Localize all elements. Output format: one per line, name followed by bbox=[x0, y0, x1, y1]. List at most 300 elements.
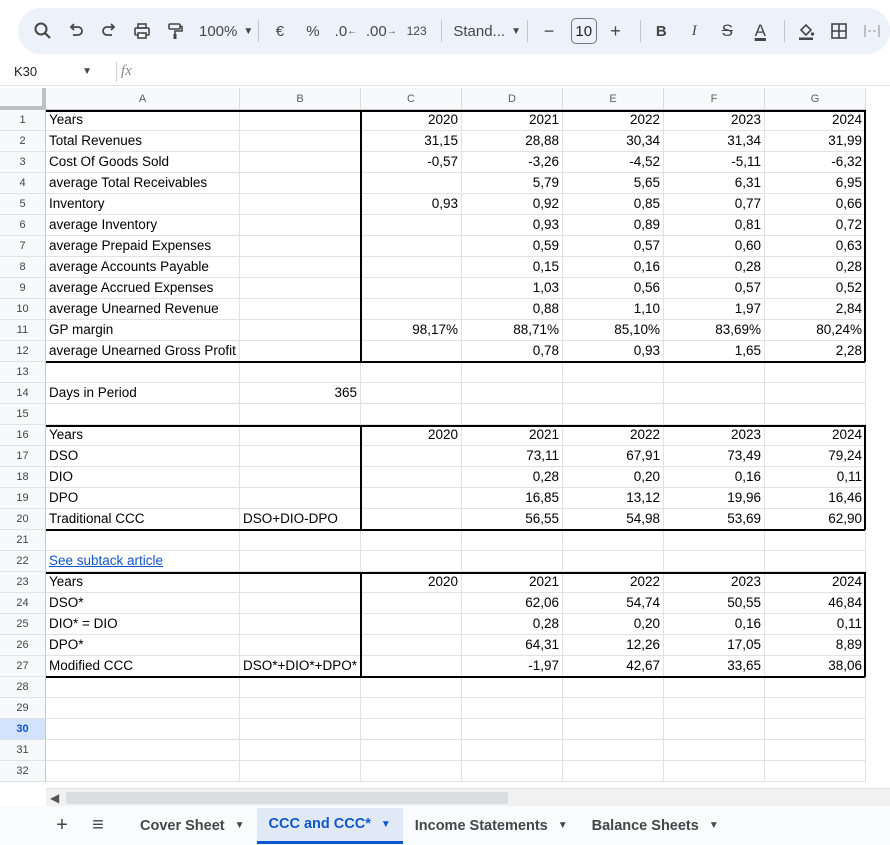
cell-e32[interactable] bbox=[563, 761, 664, 782]
cell-d23[interactable]: 2021 bbox=[462, 572, 563, 593]
cell-c25[interactable] bbox=[361, 614, 462, 635]
cell-f3[interactable]: -5,11 bbox=[664, 152, 765, 173]
cell-a21[interactable] bbox=[46, 530, 240, 551]
sheet-tab[interactable] bbox=[257, 808, 403, 844]
cell-f31[interactable] bbox=[664, 740, 765, 761]
cell-b32[interactable] bbox=[240, 761, 361, 782]
currency-format-button[interactable]: € bbox=[275, 22, 285, 40]
cell-e7[interactable]: 0,57 bbox=[563, 236, 664, 257]
cell-f23[interactable]: 2023 bbox=[664, 572, 765, 593]
cell-d30[interactable] bbox=[462, 719, 563, 740]
cell-b18[interactable] bbox=[240, 467, 361, 488]
cell-d18[interactable]: 0,28 bbox=[462, 467, 563, 488]
name-box[interactable] bbox=[0, 64, 100, 79]
cell-e29[interactable] bbox=[563, 698, 664, 719]
cell-c24[interactable] bbox=[361, 593, 462, 614]
cell-d6[interactable]: 0,93 bbox=[462, 215, 563, 236]
cell-d5[interactable]: 0,92 bbox=[462, 194, 563, 215]
cell-c26[interactable] bbox=[361, 635, 462, 656]
cell-b21[interactable] bbox=[240, 530, 361, 551]
cell-d19[interactable]: 16,85 bbox=[462, 488, 563, 509]
row-header-6[interactable]: 6 bbox=[0, 215, 46, 236]
cell-d1[interactable]: 2021 bbox=[462, 110, 563, 131]
print-icon[interactable] bbox=[127, 16, 157, 46]
cell-d10[interactable]: 0,88 bbox=[462, 299, 563, 320]
row-header-19[interactable]: 19 bbox=[0, 488, 46, 509]
cell-c16[interactable]: 2020 bbox=[361, 425, 462, 446]
cell-d17[interactable]: 73,11 bbox=[462, 446, 563, 467]
cell-b15[interactable] bbox=[240, 404, 361, 425]
cell-a7[interactable]: average Prepaid Expenses bbox=[46, 236, 240, 257]
cell-g17[interactable]: 79,24 bbox=[765, 446, 866, 467]
cell-g16[interactable]: 2024 bbox=[765, 425, 866, 446]
cell-c15[interactable] bbox=[361, 404, 462, 425]
row-header-24[interactable]: 24 bbox=[0, 593, 46, 614]
row-header-23[interactable]: 23 bbox=[0, 572, 46, 593]
cell-e15[interactable] bbox=[563, 404, 664, 425]
cell-d21[interactable] bbox=[462, 530, 563, 551]
cell-c1[interactable]: 2020 bbox=[361, 110, 462, 131]
strikethrough-button[interactable]: S bbox=[721, 21, 733, 40]
cell-f21[interactable] bbox=[664, 530, 765, 551]
cell-g7[interactable]: 0,63 bbox=[765, 236, 866, 257]
cell-g23[interactable]: 2024 bbox=[765, 572, 866, 593]
cell-g25[interactable]: 0,11 bbox=[765, 614, 866, 635]
cell-b10[interactable] bbox=[240, 299, 361, 320]
cell-d7[interactable]: 0,59 bbox=[462, 236, 563, 257]
cell-c21[interactable] bbox=[361, 530, 462, 551]
column-header-d[interactable]: D bbox=[462, 88, 563, 110]
cell-c13[interactable] bbox=[361, 362, 462, 383]
row-header-14[interactable]: 14 bbox=[0, 383, 46, 404]
cell-b30[interactable] bbox=[240, 719, 361, 740]
cell-f5[interactable]: 0,77 bbox=[664, 194, 765, 215]
cell-d11[interactable]: 88,71% bbox=[462, 320, 563, 341]
cell-a27[interactable]: Modified CCC bbox=[46, 656, 240, 677]
cell-g9[interactable]: 0,52 bbox=[765, 278, 866, 299]
cell-g30[interactable] bbox=[765, 719, 866, 740]
cell-e28[interactable] bbox=[563, 677, 664, 698]
row-header-1[interactable]: 1 bbox=[0, 110, 46, 131]
decrease-decimal-button[interactable] bbox=[331, 16, 361, 46]
cell-a17[interactable]: DSO bbox=[46, 446, 240, 467]
sheet-tab[interactable] bbox=[403, 808, 580, 844]
cell-f8[interactable]: 0,28 bbox=[664, 257, 765, 278]
cell-d13[interactable] bbox=[462, 362, 563, 383]
cell-a9[interactable]: average Accrued Expenses bbox=[46, 278, 240, 299]
cell-d25[interactable]: 0,28 bbox=[462, 614, 563, 635]
cell-a16[interactable]: Years bbox=[46, 425, 240, 446]
cell-b13[interactable] bbox=[240, 362, 361, 383]
cell-f13[interactable] bbox=[664, 362, 765, 383]
cell-d32[interactable] bbox=[462, 761, 563, 782]
cell-f15[interactable] bbox=[664, 404, 765, 425]
row-header-29[interactable]: 29 bbox=[0, 698, 46, 719]
cell-c19[interactable] bbox=[361, 488, 462, 509]
cell-e25[interactable]: 0,20 bbox=[563, 614, 664, 635]
cell-b2[interactable] bbox=[240, 131, 361, 152]
sheet-tab[interactable] bbox=[580, 808, 731, 844]
chevron-down-icon[interactable]: ▼ bbox=[708, 820, 719, 831]
cell-c3[interactable]: -0,57 bbox=[361, 152, 462, 173]
cell-b24[interactable] bbox=[240, 593, 361, 614]
cell-a18[interactable]: DIO bbox=[46, 467, 240, 488]
row-header-10[interactable]: 10 bbox=[0, 299, 46, 320]
column-header-b[interactable]: B bbox=[240, 88, 361, 110]
cell-a29[interactable] bbox=[46, 698, 240, 719]
cell-g1[interactable]: 2024 bbox=[765, 110, 866, 131]
cell-a31[interactable] bbox=[46, 740, 240, 761]
cell-b6[interactable] bbox=[240, 215, 361, 236]
font-size-input[interactable]: 10 bbox=[571, 18, 597, 44]
cell-a6[interactable]: average Inventory bbox=[46, 215, 240, 236]
cell-g28[interactable] bbox=[765, 677, 866, 698]
cell-c12[interactable] bbox=[361, 341, 462, 362]
cell-e12[interactable]: 0,93 bbox=[563, 341, 664, 362]
cell-b29[interactable] bbox=[240, 698, 361, 719]
cell-a8[interactable]: average Accounts Payable bbox=[46, 257, 240, 278]
cell-f25[interactable]: 0,16 bbox=[664, 614, 765, 635]
increase-font-size-button[interactable]: + bbox=[610, 20, 621, 41]
cell-f11[interactable]: 83,69% bbox=[664, 320, 765, 341]
cell-g26[interactable]: 8,89 bbox=[765, 635, 866, 656]
cell-c23[interactable]: 2020 bbox=[361, 572, 462, 593]
cell-e23[interactable]: 2022 bbox=[563, 572, 664, 593]
cell-f32[interactable] bbox=[664, 761, 765, 782]
cell-b25[interactable] bbox=[240, 614, 361, 635]
cell-a5[interactable]: Inventory bbox=[46, 194, 240, 215]
cell-e24[interactable]: 54,74 bbox=[563, 593, 664, 614]
cell-e18[interactable]: 0,20 bbox=[563, 467, 664, 488]
cell-a2[interactable]: Total Revenues bbox=[46, 131, 240, 152]
row-header-7[interactable]: 7 bbox=[0, 236, 46, 257]
cell-f29[interactable] bbox=[664, 698, 765, 719]
row-header-5[interactable]: 5 bbox=[0, 194, 46, 215]
cell-e21[interactable] bbox=[563, 530, 664, 551]
cell-b7[interactable] bbox=[240, 236, 361, 257]
cell-a26[interactable]: DPO* bbox=[46, 635, 240, 656]
cell-d15[interactable] bbox=[462, 404, 563, 425]
cell-b19[interactable] bbox=[240, 488, 361, 509]
chevron-down-icon[interactable]: ▼ bbox=[557, 820, 568, 831]
cell-b14[interactable]: 365 bbox=[240, 383, 361, 404]
cell-f7[interactable]: 0,60 bbox=[664, 236, 765, 257]
horizontal-scrollbar[interactable] bbox=[46, 788, 890, 806]
cell-f26[interactable]: 17,05 bbox=[664, 635, 765, 656]
cell-c28[interactable] bbox=[361, 677, 462, 698]
cell-e13[interactable] bbox=[563, 362, 664, 383]
cell-f18[interactable]: 0,16 bbox=[664, 467, 765, 488]
article-link[interactable]: See subtack article bbox=[46, 551, 240, 572]
row-header-3[interactable]: 3 bbox=[0, 152, 46, 173]
row-header-16[interactable]: 16 bbox=[0, 425, 46, 446]
cell-g13[interactable] bbox=[765, 362, 866, 383]
cell-a15[interactable] bbox=[46, 404, 240, 425]
cell-f10[interactable]: 1,97 bbox=[664, 299, 765, 320]
cell-c4[interactable] bbox=[361, 173, 462, 194]
cell-e11[interactable]: 85,10% bbox=[563, 320, 664, 341]
cell-e19[interactable]: 13,12 bbox=[563, 488, 664, 509]
cell-c29[interactable] bbox=[361, 698, 462, 719]
decrease-font-size-button[interactable]: − bbox=[543, 20, 555, 41]
column-header-e[interactable]: E bbox=[563, 88, 664, 110]
cell-g32[interactable] bbox=[765, 761, 866, 782]
cell-b22[interactable] bbox=[240, 551, 361, 572]
cell-e27[interactable]: 42,67 bbox=[563, 656, 664, 677]
row-header-4[interactable]: 4 bbox=[0, 173, 46, 194]
cell-g14[interactable] bbox=[765, 383, 866, 404]
cell-d28[interactable] bbox=[462, 677, 563, 698]
cell-b3[interactable] bbox=[240, 152, 361, 173]
row-header-2[interactable]: 2 bbox=[0, 131, 46, 152]
row-header-32[interactable]: 32 bbox=[0, 761, 46, 782]
text-color-button[interactable]: A bbox=[754, 21, 766, 40]
cell-b17[interactable] bbox=[240, 446, 361, 467]
cell-a28[interactable] bbox=[46, 677, 240, 698]
column-header-g[interactable]: G bbox=[765, 88, 866, 110]
cell-a11[interactable]: GP margin bbox=[46, 320, 240, 341]
row-header-15[interactable]: 15 bbox=[0, 404, 46, 425]
cell-g10[interactable]: 2,84 bbox=[765, 299, 866, 320]
cell-e16[interactable]: 2022 bbox=[563, 425, 664, 446]
cell-a32[interactable] bbox=[46, 761, 240, 782]
scroll-left-icon[interactable]: ◀ bbox=[50, 791, 60, 805]
row-header-31[interactable]: 31 bbox=[0, 740, 46, 761]
cell-c31[interactable] bbox=[361, 740, 462, 761]
cell-c32[interactable] bbox=[361, 761, 462, 782]
cell-a13[interactable] bbox=[46, 362, 240, 383]
row-header-12[interactable]: 12 bbox=[0, 341, 46, 362]
cell-d4[interactable]: 5,79 bbox=[462, 173, 563, 194]
cell-c10[interactable] bbox=[361, 299, 462, 320]
cell-c22[interactable] bbox=[361, 551, 462, 572]
cell-e30[interactable] bbox=[563, 719, 664, 740]
cell-b8[interactable] bbox=[240, 257, 361, 278]
cell-e26[interactable]: 12,26 bbox=[563, 635, 664, 656]
row-header-30[interactable]: 30 bbox=[0, 719, 46, 740]
cell-f28[interactable] bbox=[664, 677, 765, 698]
cell-b1[interactable] bbox=[240, 110, 361, 131]
cell-e5[interactable]: 0,85 bbox=[563, 194, 664, 215]
cell-a24[interactable]: DSO* bbox=[46, 593, 240, 614]
cell-g4[interactable]: 6,95 bbox=[765, 173, 866, 194]
row-header-8[interactable]: 8 bbox=[0, 257, 46, 278]
cell-b23[interactable] bbox=[240, 572, 361, 593]
cell-e8[interactable]: 0,16 bbox=[563, 257, 664, 278]
cell-g3[interactable]: -6,32 bbox=[765, 152, 866, 173]
cell-e2[interactable]: 30,34 bbox=[563, 131, 664, 152]
cell-d26[interactable]: 64,31 bbox=[462, 635, 563, 656]
cell-c20[interactable] bbox=[361, 509, 462, 530]
cell-e31[interactable] bbox=[563, 740, 664, 761]
cell-a25[interactable]: DIO* = DIO bbox=[46, 614, 240, 635]
cell-g31[interactable] bbox=[765, 740, 866, 761]
select-all-corner[interactable] bbox=[0, 88, 46, 110]
row-header-9[interactable]: 9 bbox=[0, 278, 46, 299]
cell-a4[interactable]: average Total Receivables bbox=[46, 173, 240, 194]
chevron-down-icon[interactable]: ▼ bbox=[380, 818, 391, 830]
cell-e22[interactable] bbox=[563, 551, 664, 572]
row-header-28[interactable]: 28 bbox=[0, 677, 46, 698]
cell-e4[interactable]: 5,65 bbox=[563, 173, 664, 194]
cell-d24[interactable]: 62,06 bbox=[462, 593, 563, 614]
cell-g29[interactable] bbox=[765, 698, 866, 719]
cell-b9[interactable] bbox=[240, 278, 361, 299]
cell-f12[interactable]: 1,65 bbox=[664, 341, 765, 362]
cell-f24[interactable]: 50,55 bbox=[664, 593, 765, 614]
row-header-11[interactable]: 11 bbox=[0, 320, 46, 341]
cell-d20[interactable]: 56,55 bbox=[462, 509, 563, 530]
row-header-18[interactable]: 18 bbox=[0, 467, 46, 488]
row-header-21[interactable]: 21 bbox=[0, 530, 46, 551]
cell-f19[interactable]: 19,96 bbox=[664, 488, 765, 509]
cell-d14[interactable] bbox=[462, 383, 563, 404]
cell-c30[interactable] bbox=[361, 719, 462, 740]
column-header-c[interactable]: C bbox=[361, 88, 462, 110]
percent-format-button[interactable]: % bbox=[306, 22, 320, 40]
cell-c27[interactable] bbox=[361, 656, 462, 677]
cell-g21[interactable] bbox=[765, 530, 866, 551]
cell-f17[interactable]: 73,49 bbox=[664, 446, 765, 467]
row-header-25[interactable]: 25 bbox=[0, 614, 46, 635]
cell-g20[interactable]: 62,90 bbox=[765, 509, 866, 530]
row-header-17[interactable]: 17 bbox=[0, 446, 46, 467]
cell-e20[interactable]: 54,98 bbox=[563, 509, 664, 530]
cell-g2[interactable]: 31,99 bbox=[765, 131, 866, 152]
sheet-tab[interactable] bbox=[128, 808, 257, 844]
add-sheet-icon[interactable]: + bbox=[56, 814, 68, 836]
cell-b26[interactable] bbox=[240, 635, 361, 656]
cell-c5[interactable]: 0,93 bbox=[361, 194, 462, 215]
row-header-13[interactable]: 13 bbox=[0, 362, 46, 383]
cell-a14[interactable]: Days in Period bbox=[46, 383, 240, 404]
merge-cells-icon[interactable] bbox=[857, 16, 887, 46]
cell-e14[interactable] bbox=[563, 383, 664, 404]
row-header-20[interactable]: 20 bbox=[0, 509, 46, 530]
row-header-27[interactable]: 27 bbox=[0, 656, 46, 677]
bold-button[interactable]: B bbox=[655, 22, 667, 40]
cell-c14[interactable] bbox=[361, 383, 462, 404]
cell-g27[interactable]: 38,06 bbox=[765, 656, 866, 677]
column-header-f[interactable]: F bbox=[664, 88, 765, 110]
cell-c18[interactable] bbox=[361, 467, 462, 488]
cell-b12[interactable] bbox=[240, 341, 361, 362]
cell-d29[interactable] bbox=[462, 698, 563, 719]
cell-c11[interactable]: 98,17% bbox=[361, 320, 462, 341]
cell-d12[interactable]: 0,78 bbox=[462, 341, 563, 362]
cell-g19[interactable]: 16,46 bbox=[765, 488, 866, 509]
cell-f6[interactable]: 0,81 bbox=[664, 215, 765, 236]
cell-c8[interactable] bbox=[361, 257, 462, 278]
cell-a12[interactable]: average Unearned Gross Profit bbox=[46, 341, 240, 362]
borders-icon[interactable] bbox=[824, 16, 854, 46]
undo-icon[interactable] bbox=[61, 16, 91, 46]
cell-g15[interactable] bbox=[765, 404, 866, 425]
search-menus-icon[interactable] bbox=[28, 16, 58, 46]
cell-g8[interactable]: 0,28 bbox=[765, 257, 866, 278]
cell-c9[interactable] bbox=[361, 278, 462, 299]
cell-b16[interactable] bbox=[240, 425, 361, 446]
paint-format-icon[interactable] bbox=[160, 16, 190, 46]
cell-a1[interactable]: Years bbox=[46, 110, 240, 131]
cell-d27[interactable]: -1,97 bbox=[462, 656, 563, 677]
cell-g18[interactable]: 0,11 bbox=[765, 467, 866, 488]
cell-e17[interactable]: 67,91 bbox=[563, 446, 664, 467]
cell-g5[interactable]: 0,66 bbox=[765, 194, 866, 215]
cell-a23[interactable]: Years bbox=[46, 572, 240, 593]
cell-f14[interactable] bbox=[664, 383, 765, 404]
row-header-22[interactable]: 22 bbox=[0, 551, 46, 572]
all-sheets-icon[interactable]: ≡ bbox=[92, 814, 104, 836]
cell-g24[interactable]: 46,84 bbox=[765, 593, 866, 614]
cell-f22[interactable] bbox=[664, 551, 765, 572]
cell-f16[interactable]: 2023 bbox=[664, 425, 765, 446]
cell-f2[interactable]: 31,34 bbox=[664, 131, 765, 152]
fill-color-icon[interactable] bbox=[791, 16, 821, 46]
cell-b31[interactable] bbox=[240, 740, 361, 761]
cell-f30[interactable] bbox=[664, 719, 765, 740]
cell-e1[interactable]: 2022 bbox=[563, 110, 664, 131]
cell-f27[interactable]: 33,65 bbox=[664, 656, 765, 677]
cell-b20[interactable]: DSO+DIO-DPO bbox=[240, 509, 361, 530]
cell-a19[interactable]: DPO bbox=[46, 488, 240, 509]
cell-d9[interactable]: 1,03 bbox=[462, 278, 563, 299]
redo-icon[interactable] bbox=[94, 16, 124, 46]
cell-c17[interactable] bbox=[361, 446, 462, 467]
cell-d31[interactable] bbox=[462, 740, 563, 761]
cell-d3[interactable]: -3,26 bbox=[462, 152, 563, 173]
more-formats-button[interactable]: 123 bbox=[406, 24, 427, 38]
cell-c7[interactable] bbox=[361, 236, 462, 257]
cell-d8[interactable]: 0,15 bbox=[462, 257, 563, 278]
scrollbar-thumb[interactable] bbox=[66, 792, 508, 804]
cell-b28[interactable] bbox=[240, 677, 361, 698]
cell-f9[interactable]: 0,57 bbox=[664, 278, 765, 299]
italic-button[interactable]: I bbox=[691, 22, 697, 39]
cell-a10[interactable]: average Unearned Revenue bbox=[46, 299, 240, 320]
column-header-a[interactable]: A bbox=[46, 88, 240, 110]
cell-g11[interactable]: 80,24% bbox=[765, 320, 866, 341]
cell-d16[interactable]: 2021 bbox=[462, 425, 563, 446]
cell-e9[interactable]: 0,56 bbox=[563, 278, 664, 299]
cell-d2[interactable]: 28,88 bbox=[462, 131, 563, 152]
cell-e10[interactable]: 1,10 bbox=[563, 299, 664, 320]
cell-b5[interactable] bbox=[240, 194, 361, 215]
chevron-down-icon[interactable]: ▼ bbox=[234, 820, 245, 831]
cell-a30[interactable] bbox=[46, 719, 240, 740]
cell-b27[interactable]: DSO*+DIO*+DPO* bbox=[240, 656, 361, 677]
font-select[interactable] bbox=[447, 16, 521, 46]
cell-f1[interactable]: 2023 bbox=[664, 110, 765, 131]
cell-c2[interactable]: 31,15 bbox=[361, 131, 462, 152]
cell-g6[interactable]: 0,72 bbox=[765, 215, 866, 236]
cell-g12[interactable]: 2,28 bbox=[765, 341, 866, 362]
cell-c6[interactable] bbox=[361, 215, 462, 236]
row-header-26[interactable]: 26 bbox=[0, 635, 46, 656]
cell-d22[interactable] bbox=[462, 551, 563, 572]
cell-b4[interactable] bbox=[240, 173, 361, 194]
cell-f4[interactable]: 6,31 bbox=[664, 173, 765, 194]
cell-e6[interactable]: 0,89 bbox=[563, 215, 664, 236]
cell-a3[interactable]: Cost Of Goods Sold bbox=[46, 152, 240, 173]
cell-g22[interactable] bbox=[765, 551, 866, 572]
cell-e3[interactable]: -4,52 bbox=[563, 152, 664, 173]
cell-b11[interactable] bbox=[240, 320, 361, 341]
zoom-select[interactable] bbox=[193, 16, 254, 46]
increase-decimal-button[interactable] bbox=[364, 16, 399, 46]
cell-a20[interactable]: Traditional CCC bbox=[46, 509, 240, 530]
cell-f20[interactable]: 53,69 bbox=[664, 509, 765, 530]
